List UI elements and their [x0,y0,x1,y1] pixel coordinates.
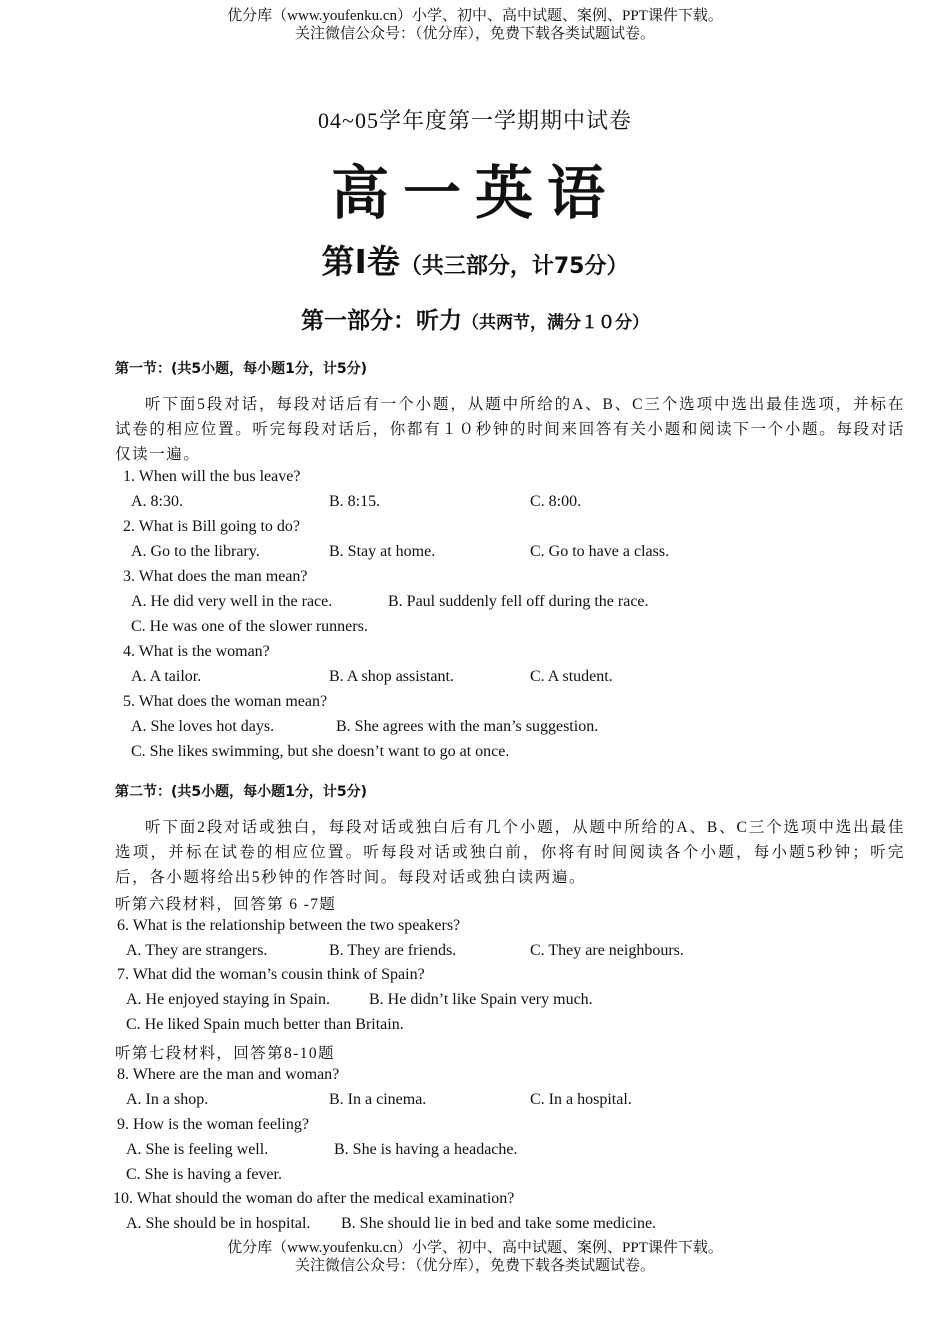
question-6-option-a: A. They are strangers. [126,942,268,959]
question-10: 10. What should the woman do after the medical examination? [113,1190,515,1207]
question-4-option-a: A. A tailor. [131,668,202,685]
question-8-option-c: C. In a hospital. [530,1091,632,1108]
volume-heading [0,236,950,283]
question-1-option-a: A. 8:30. [131,493,183,510]
question-8-option-b: B. In a cinema. [329,1091,427,1108]
question-4-option-b: B. A shop assistant. [329,668,454,685]
question-3-option-c: C. He was one of the slower runners. [131,618,368,635]
question-4-option-c: C. A student. [530,668,613,685]
question-6-option-c: C. They are neighbours. [530,942,684,959]
page-footer-line-2: 关注微信公众号：（优分库），免费下载各类试题试卷。 [294,1258,655,1274]
exam-title: 高一英语 [330,159,619,227]
question-5-option-b: B. She agrees with the man’s suggestion. [336,718,599,735]
exam-subtitle: 04~05学年度第一学期期中试卷 [318,108,632,133]
question-7-option-a: A. He enjoyed staying in Spain. [126,991,330,1008]
question-3-option-b: B. Paul suddenly fell off during the race. [388,593,649,610]
volume-note: （共三部分，计75分） [399,254,629,279]
page-header-line-1: 优分库（www.youfenku.cn）小学、初中、高中试题、案例、PPT课件下载。 [227,8,723,24]
question-9: 9. How is the woman feeling? [117,1116,309,1133]
part-note: （共两节，满分１０分） [462,313,649,333]
question-10-option-a: A. She should be in hospital. [126,1215,311,1232]
section-2-heading: 第二节：(共5小题，每小题1分，计5分) [115,784,368,800]
question-10-option-b: B. She should lie in bed and take some medicine. [341,1215,657,1232]
question-8: 8. Where are the man and woman? [117,1066,340,1083]
question-5: 5. What does the woman mean? [123,693,328,710]
question-3-option-a: A. He did very well in the race. [131,593,333,610]
material-6-note: 听第六段材料，回答第 6 -7题 [115,896,337,913]
question-7-option-b: B. He didn’t like Spain very much. [369,991,593,1008]
question-5-option-c: C. She likes swimming, but she doesn’t want to go at once. [131,743,510,760]
question-2-option-c: C. Go to have a class. [530,543,670,560]
page-header-line-2: 关注微信公众号：（优分库），免费下载各类试题试卷。 [294,26,655,42]
volume-main: 第Ⅰ卷 [321,242,400,281]
question-7-option-c: C. He liked Spain much better than Britain. [126,1016,404,1033]
question-9-option-a: A. She is feeling well. [126,1141,269,1158]
question-2: 2. What is Bill going to do? [123,518,301,535]
question-6-option-b: B. They are friends. [329,942,457,959]
page-footer-line-1: 优分库（www.youfenku.cn）小学、初中、高中试题、案例、PPT课件下载。 [227,1240,723,1256]
section-2-instructions: 听下面2段对话或独白，每段对话或独白后有几个小题，从题中所给的A、B、C三个选项中选出最佳选项，并标在试卷的相应位置。听每段对话或独白前，你将有时间阅读各个小题，每小题5秒钟；听完后，各小题将给出5秒钟的作答时间。每段对话或独白读两遍。 [115,819,905,886]
question-2-option-a: A. Go to the library. [131,543,260,560]
part-heading [0,302,950,335]
section-1-instructions: 听下面5段对话，每段对话后有一个小题，从题中所给的A、B、C三个选项中选出最佳选项，并标在试卷的相应位置。听完每段对话后，你都有１０秒钟的时间来回答有关小题和阅读下一个小题。每段对话仅读一遍。 [115,396,905,463]
question-9-option-c: C. She is having a fever. [126,1166,282,1183]
question-5-option-a: A. She loves hot days. [131,718,275,735]
question-4: 4. What is the woman? [123,643,270,660]
part-main: 第一部分：听力 [301,308,462,334]
question-3: 3. What does the man mean? [123,568,308,585]
section-1-heading: 第一节：(共5小题，每小题1分，计5分) [115,361,368,377]
question-7: 7. What did the woman’s cousin think of Spain? [117,966,425,983]
question-9-option-b: B. She is having a headache. [334,1141,518,1158]
question-2-option-b: B. Stay at home. [329,543,436,560]
question-6: 6. What is the relationship between the two speakers? [117,917,461,934]
question-8-option-a: A. In a shop. [126,1091,209,1108]
question-1-option-c: C. 8:00. [530,493,582,510]
material-7-note: 听第七段材料，回答第8-10题 [115,1045,335,1062]
question-1-option-b: B. 8:15. [329,493,381,510]
question-1: 1. When will the bus leave? [123,468,301,485]
